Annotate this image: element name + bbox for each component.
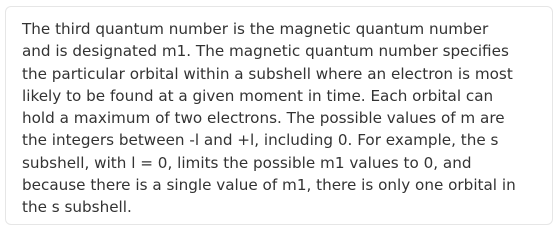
paragraph-line: the s subshell.: [22, 198, 132, 217]
paragraph-line: the integers between -l and +l, including 0. For example, the s: [22, 131, 499, 150]
text-card: [5, 6, 553, 225]
paragraph-line: The third quantum number is the magnetic quantum number: [22, 20, 489, 38]
paragraph: [22, 18, 547, 219]
paragraph-line: hold a maximum of two electrons. The possible values of m are: [22, 109, 505, 128]
paragraph-line: the particular orbital within a subshell where an electron is most: [22, 64, 513, 83]
paragraph-line: likely to be found at a given moment in time. Each orbital can: [22, 86, 494, 105]
paragraph-line: because there is a single value of m1, there is only one orbital in: [22, 176, 516, 195]
paragraph-line: and is designated m1. The magnetic quantum number specifies: [22, 42, 509, 61]
paragraph-line: subshell, with l = 0, limits the possible m1 values to 0, and: [22, 153, 472, 172]
